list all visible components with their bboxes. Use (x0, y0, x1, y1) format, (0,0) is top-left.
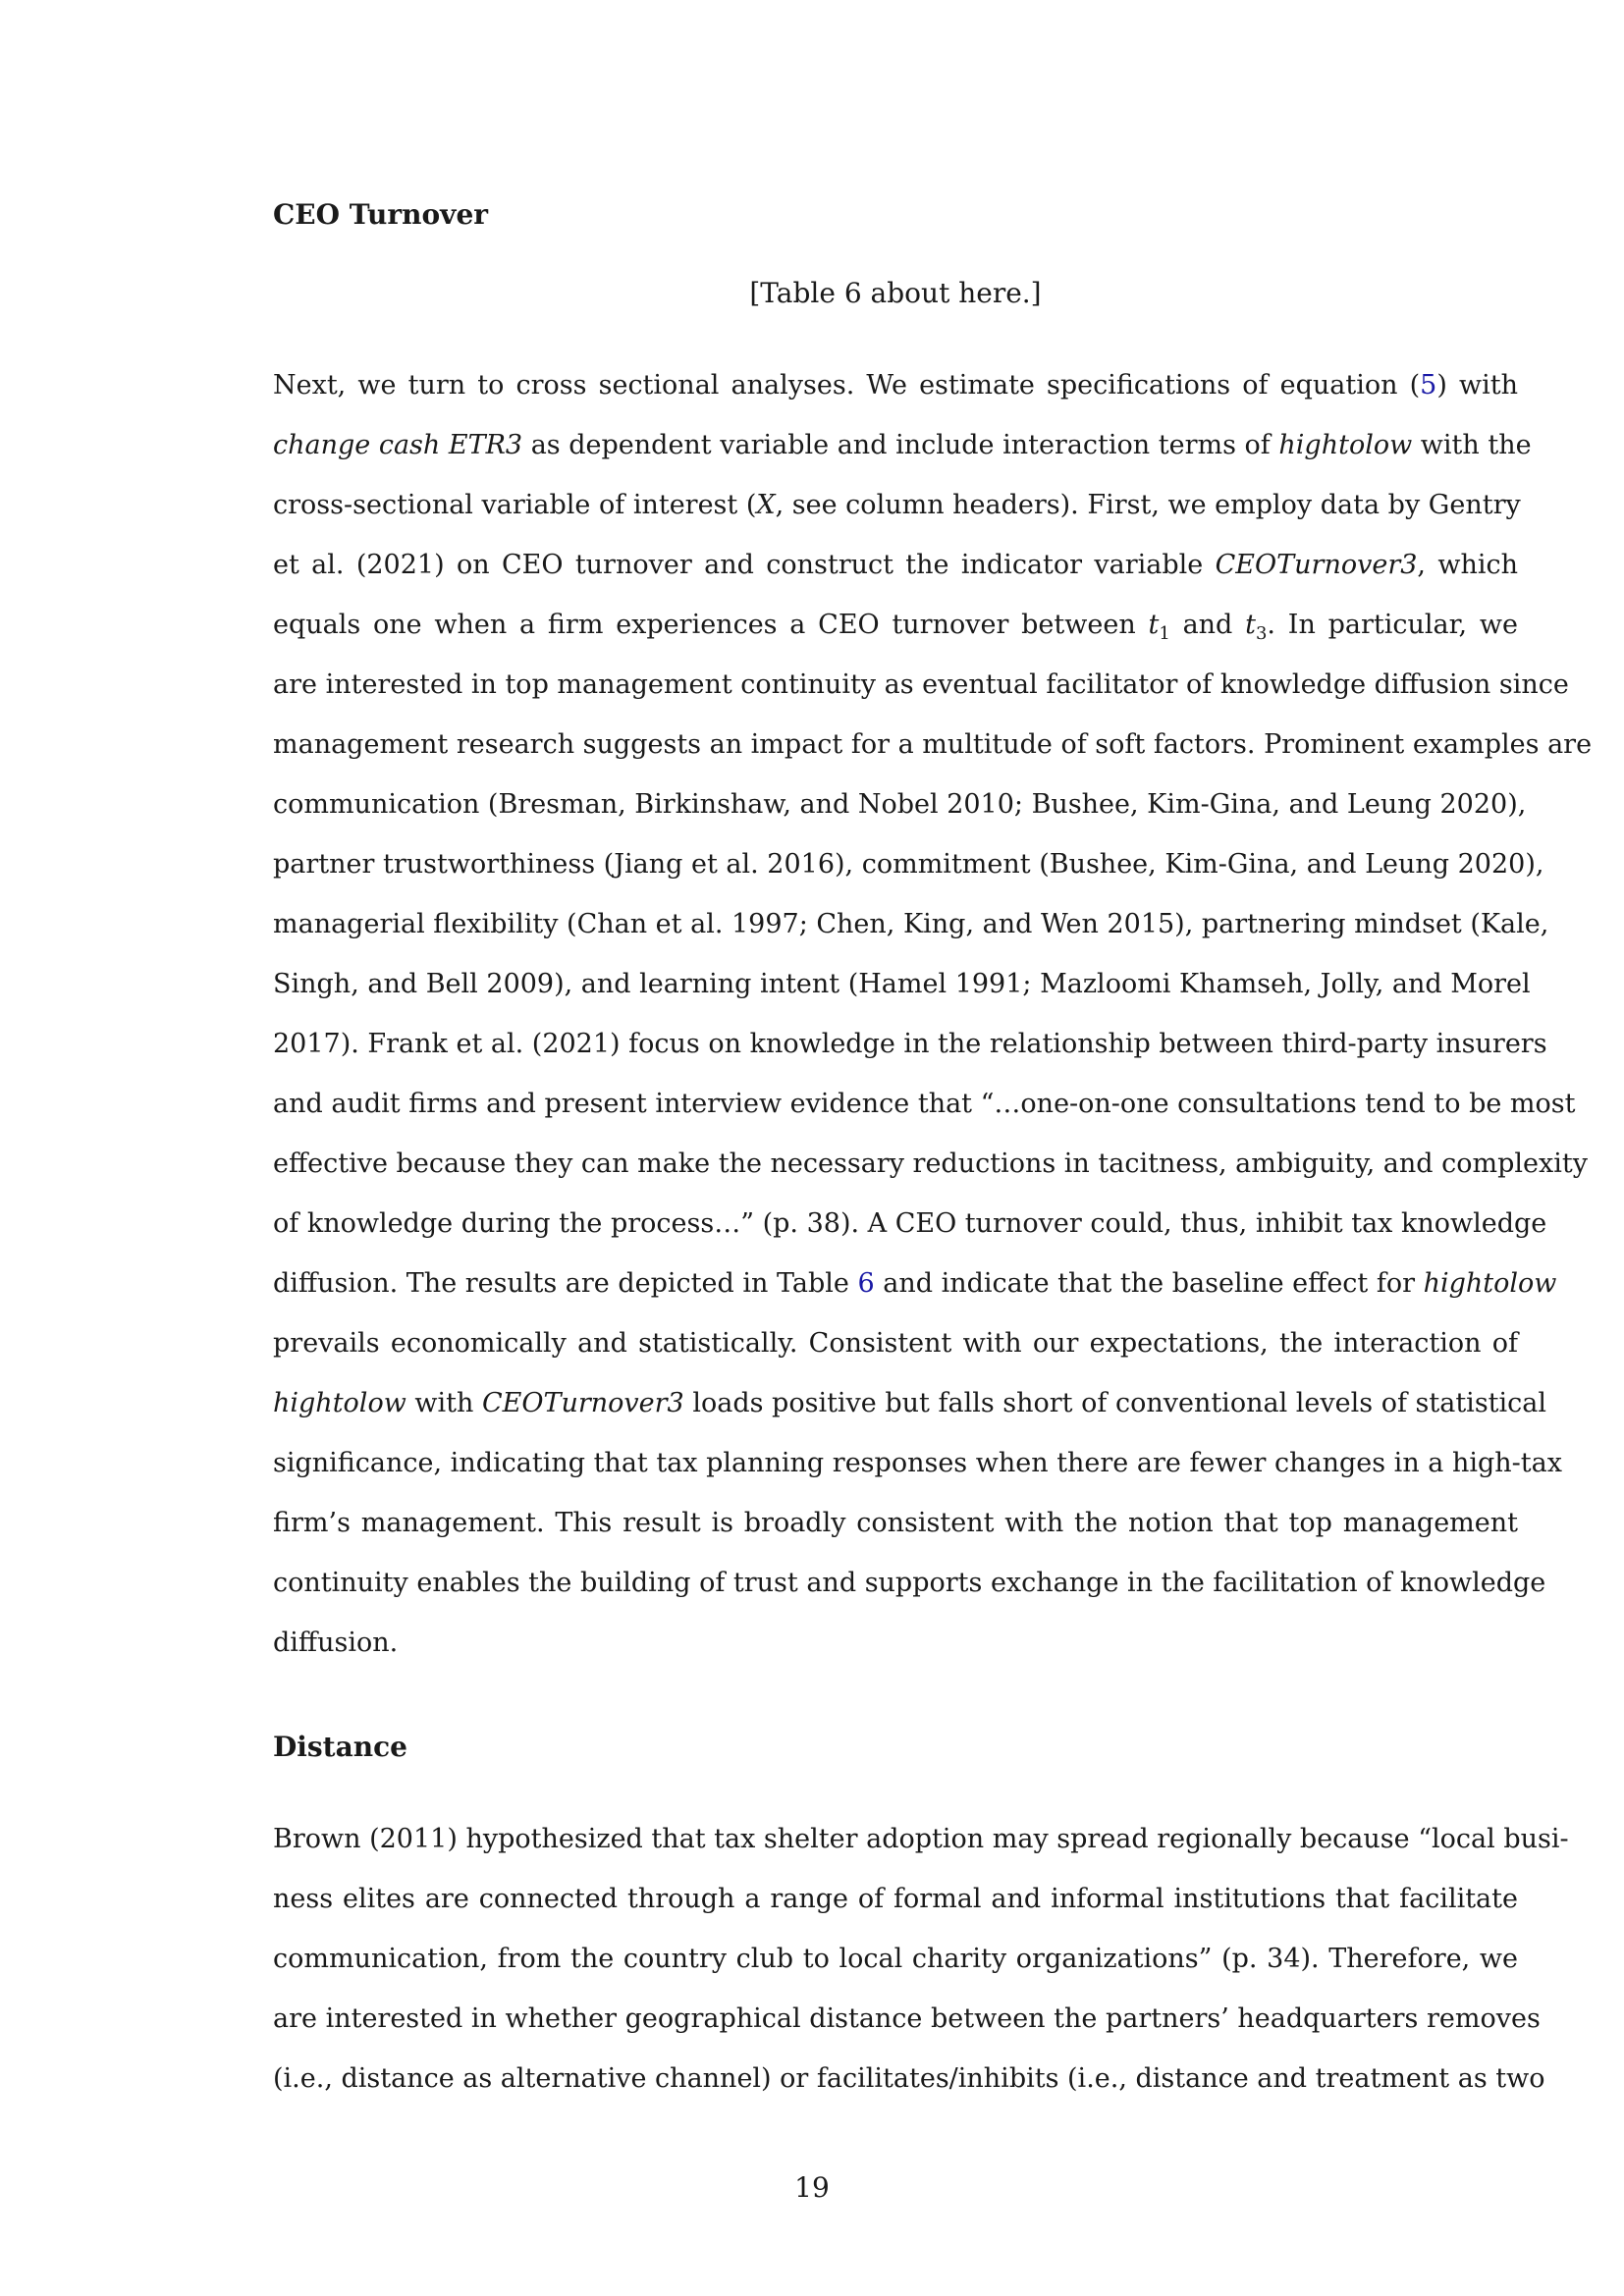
text-line: et al. (2021) on CEO turnover and construct the indicator variable CEOTurnover3, which (273, 550, 1518, 580)
text-line: communication, from the country club to local charity organizations” (p. 34). Therefore, we (273, 1944, 1518, 1974)
text-line: diffusion. (273, 1628, 399, 1658)
section-heading-distance: Distance (273, 1731, 407, 1763)
text-line: managerial flexibility (Chan et al. 1997; Chen, King, and Wen 2015), partnering mindset (Kale, (273, 909, 1549, 939)
text-line: are interested in top management continuity as eventual facilitator of knowledge diffusion since (273, 669, 1569, 700)
text-line: cross-sectional variable of interest (X, see column headers). First, we employ data by Gentry (273, 490, 1521, 520)
paragraph-ceo-turnover (273, 355, 1593, 1673)
text-line: firm’s management. This result is broadly consistent with the notion that top management (273, 1508, 1518, 1538)
text-line: diffusion. The results are depicted in Table 6 and indicate that the baseline effect for hightolow (273, 1268, 1557, 1299)
text-line: equals one when a firm experiences a CEO turnover between $t_1$ and $t_3$. In particular, we (273, 610, 1518, 644)
text-line: continuity enables the building of trust and supports exchange in the facilitation of knowledge (273, 1568, 1546, 1598)
equation-reference[interactable]: 5 (1420, 370, 1437, 400)
text-line: prevails economically and statistically. Consistent with our expectations, the interaction of (273, 1328, 1518, 1359)
text-line: 2017). Frank et al. (2021) focus on knowledge in the relationship between third-party insurers (273, 1029, 1547, 1059)
text-line: ness elites are connected through a range of formal and informal institutions that facilitate (273, 1884, 1518, 1914)
text-line: and audit firms and present interview evidence that “…one-on-one consultations tend to be most (273, 1089, 1576, 1119)
text-line: effective because they can make the necessary reductions in tacitness, ambiguity, and complexity (273, 1148, 1588, 1179)
text-line: Singh, and Bell 2009), and learning intent (Hamel 1991; Mazloomi Khamseh, Jolly, and Morel (273, 969, 1531, 999)
text-line: Brown (2011) hypothesized that tax shelter adoption may spread regionally because “local busi- (273, 1824, 1569, 1854)
text-line: communication (Bresman, Birkinshaw, and Nobel 2010; Bushee, Kim-Gina, and Leung 2020), (273, 789, 1527, 820)
text-line: significance, indicating that tax planning responses when there are fewer changes in a high-tax (273, 1448, 1562, 1478)
text-line: of knowledge during the process…” (p. 38). A CEO turnover could, thus, inhibit tax knowledge (273, 1208, 1547, 1239)
page-number: 19 (794, 2171, 830, 2204)
table-reference[interactable]: 6 (857, 1268, 875, 1299)
text-line: hightolow with CEOTurnover3 loads positive but falls short of conventional levels of statistical (273, 1388, 1547, 1418)
text-line: management research suggests an impact for a multitude of soft factors. Prominent examples are (273, 729, 1593, 760)
text-line: are interested in whether geographical distance between the partners’ headquarters removes (273, 2003, 1541, 2034)
table-placeholder: [Table 6 about here.] (749, 277, 1042, 309)
section-heading-ceo-turnover: CEO Turnover (273, 198, 489, 231)
text-line: partner trustworthiness (Jiang et al. 2016), commitment (Bushee, Kim-Gina, and Leung 2020), (273, 849, 1544, 880)
paragraph-distance (273, 1809, 1569, 2109)
text-line: (i.e., distance as alternative channel) or facilitates/inhibits (i.e., distance and treatment as two (273, 2063, 1545, 2094)
text-line: change cash ETR3 as dependent variable and include interaction terms of hightolow with the (273, 430, 1532, 460)
text-line: Next, we turn to cross sectional analyses. We estimate specifications of equation (5) with (273, 370, 1519, 400)
